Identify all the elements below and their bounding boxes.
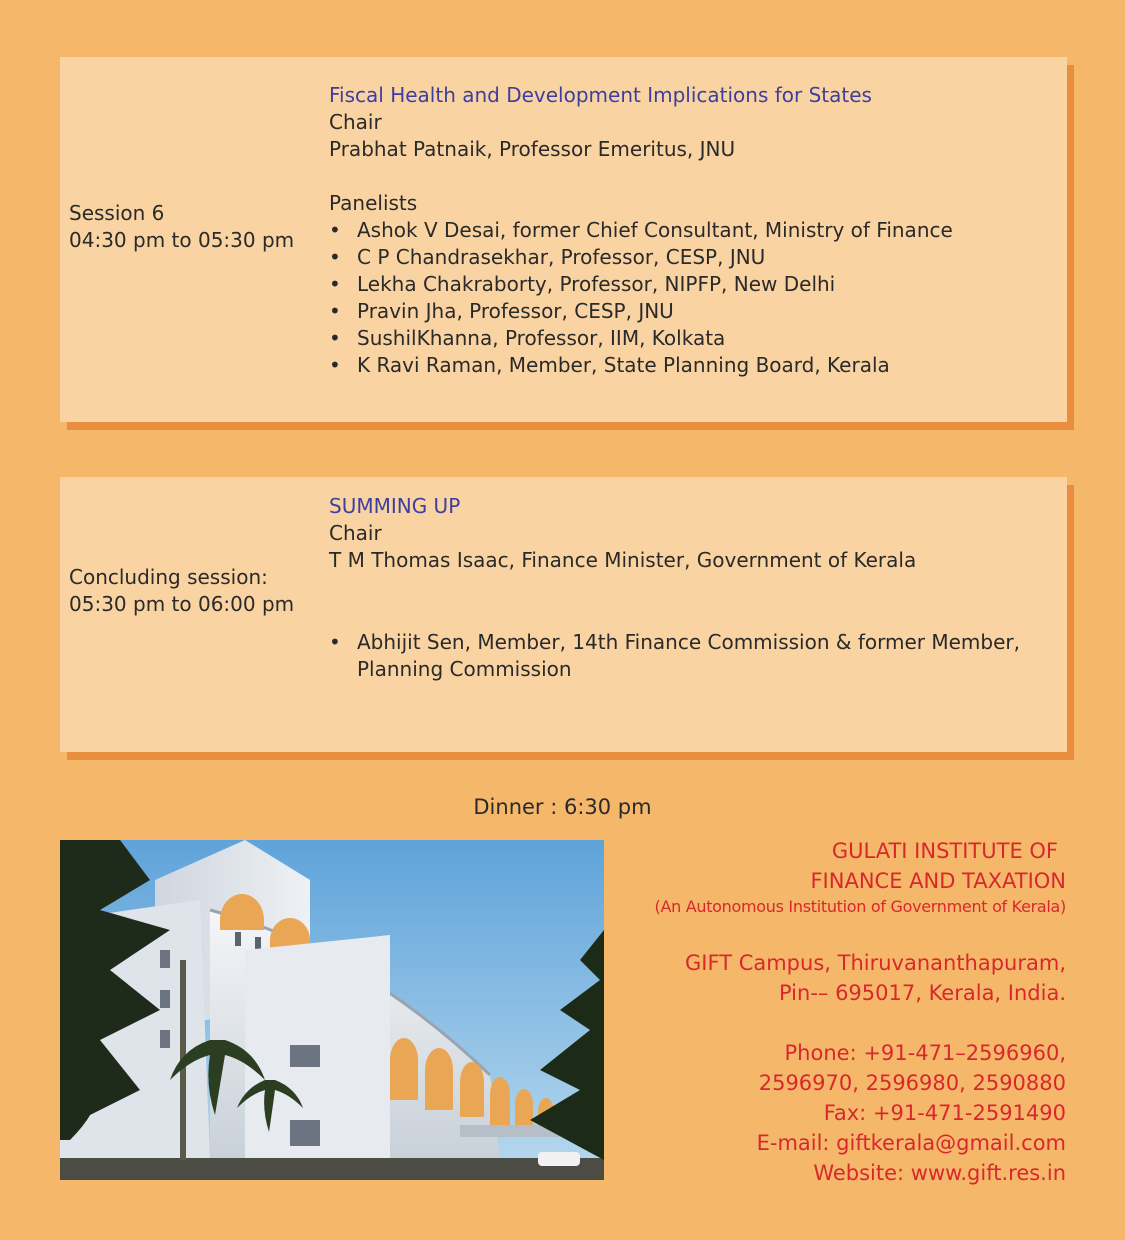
chair-heading: Chair xyxy=(329,521,382,545)
list-item: • Pravin Jha, Professor, CESP, JNU xyxy=(329,298,1047,325)
panelists-heading: Panelists xyxy=(329,191,418,215)
panelists-list xyxy=(329,217,1047,379)
address-line1: GIFT Campus, Thiruvananthapuram, xyxy=(685,951,1066,975)
session-6-card xyxy=(60,57,1067,422)
phone-line2: 2596970, 2596980, 2590880 xyxy=(758,1071,1066,1095)
chair-name: Prabhat Patnaik, Professor Emeritus, JNU xyxy=(329,137,736,161)
session-title: SUMMING UP xyxy=(329,494,461,518)
chair-name: T M Thomas Isaac, Finance Minister, Government of Kerala xyxy=(329,548,917,572)
address-line2: Pin-– 695017, Kerala, India. xyxy=(778,981,1066,1005)
list-item: • C P Chandrasekhar, Professor, CESP, JNU xyxy=(329,244,1047,271)
session-time-label xyxy=(69,564,294,618)
concluding-session-card xyxy=(60,477,1067,752)
session-name: Session 6 xyxy=(69,201,165,225)
list-item: • Lekha Chakraborty, Professor, NIPFP, New Delhi xyxy=(329,271,1047,298)
institute-name-line2: FINANCE AND TAXATION xyxy=(810,869,1066,893)
contact-info xyxy=(596,836,1066,1188)
building-photo xyxy=(60,840,604,1180)
website: Website: www.gift.res.in xyxy=(813,1161,1066,1185)
phone-line1: Phone: +91-471–2596960, xyxy=(784,1041,1066,1065)
list-item: • Abhijit Sen, Member, 14th Finance Commission & former Member, Planning Commission xyxy=(329,629,1047,683)
email: E-mail: giftkerala@gmail.com xyxy=(756,1131,1066,1155)
session-name: Concluding session: xyxy=(69,565,268,589)
session-time: 05:30 pm to 06:00 pm xyxy=(69,592,295,616)
session-title: Fiscal Health and Development Implications for States xyxy=(329,83,872,107)
panelists-list xyxy=(329,629,1047,683)
session-details xyxy=(329,493,1047,683)
session-time-label xyxy=(69,200,294,254)
fax: Fax: +91-471-2591490 xyxy=(823,1101,1066,1125)
session-time: 04:30 pm to 05:30 pm xyxy=(69,228,295,252)
institute-subtitle: (An Autonomous Institution of Government of Kerala) xyxy=(654,897,1066,916)
dinner-time: Dinner : 6:30 pm xyxy=(473,795,652,819)
list-item: • Ashok V Desai, former Chief Consultant, Ministry of Finance xyxy=(329,217,1047,244)
institute-name-line1: GULATI INSTITUTE OF xyxy=(831,839,1058,863)
list-item: • SushilKhanna, Professor, IIM, Kolkata xyxy=(329,325,1047,352)
chair-heading: Chair xyxy=(329,110,382,134)
session-details xyxy=(329,82,1047,379)
list-item: • K Ravi Raman, Member, State Planning Board, Kerala xyxy=(329,352,1047,379)
